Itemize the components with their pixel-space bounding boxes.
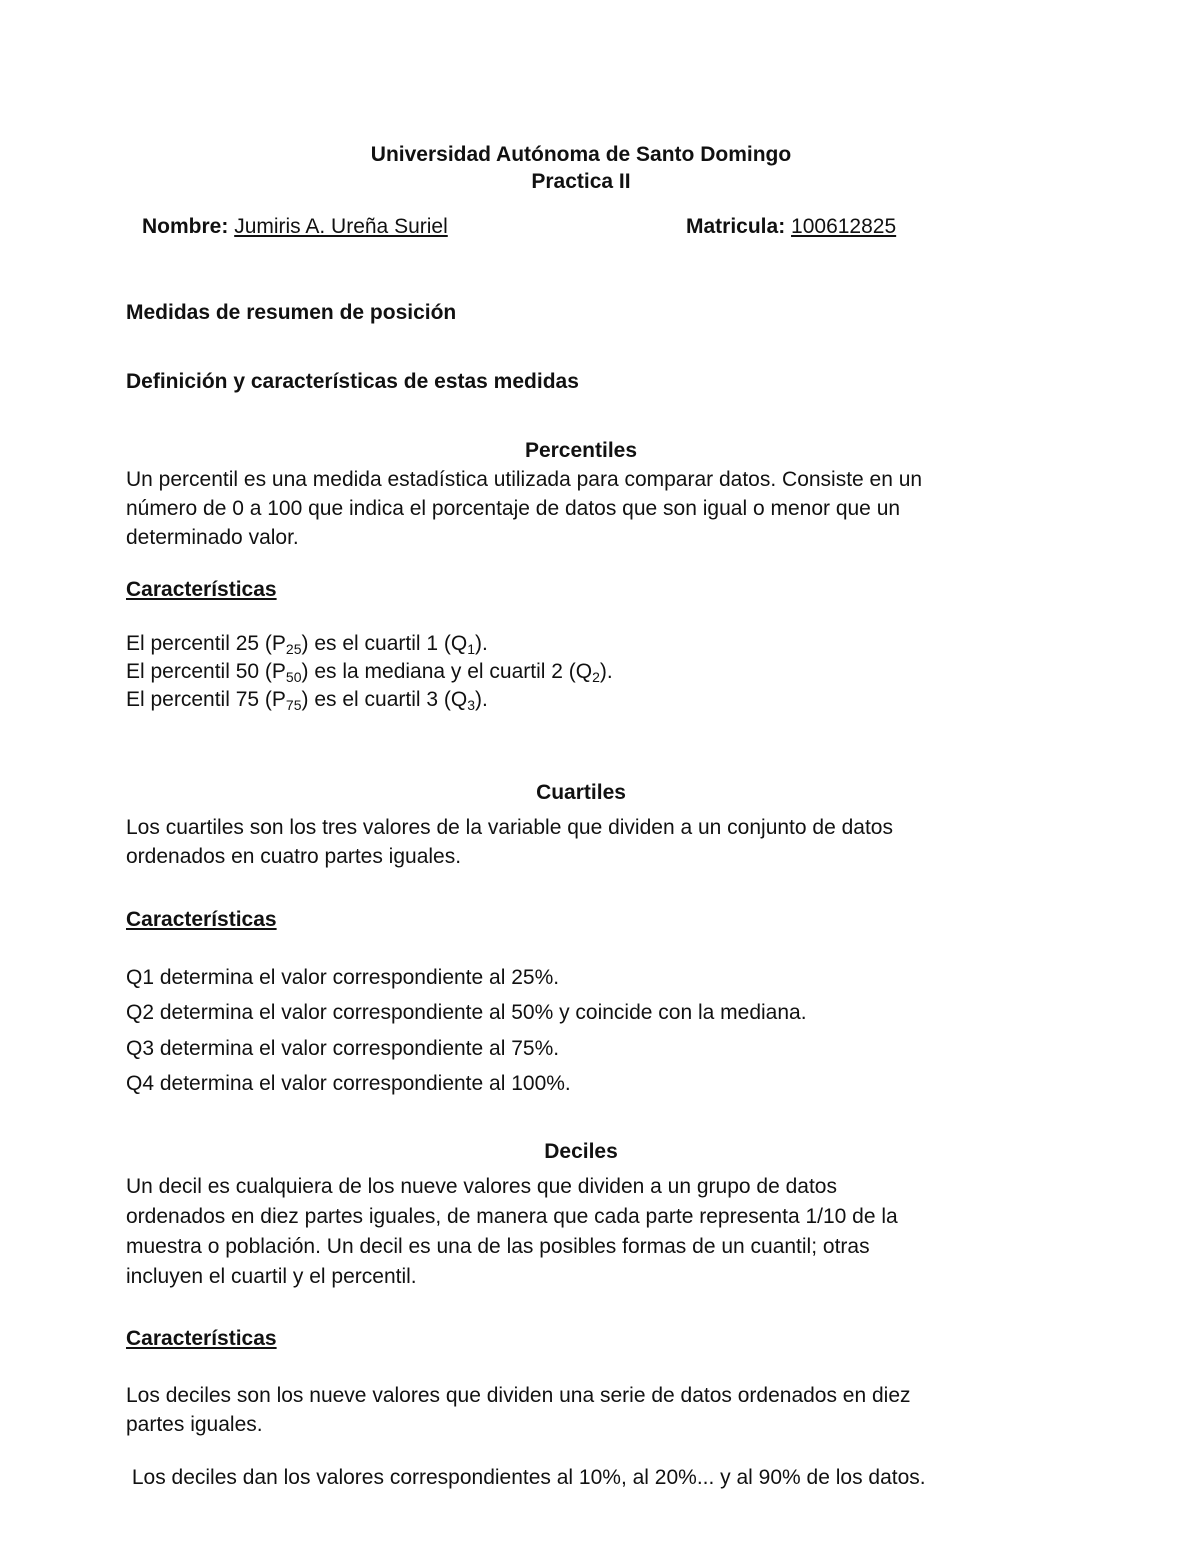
cuartil-item: Q3 determina el valor correspondiente al 75%.	[126, 1037, 560, 1060]
deciles-title: Deciles	[544, 1140, 618, 1163]
percentile-item-text: ) es la mediana y el cuartil 2 (Q	[301, 660, 593, 683]
cuartiles-definition-line: ordenados en cuatro partes iguales.	[126, 845, 462, 868]
percentiles-definition-line: determinado valor.	[126, 526, 299, 549]
percentile-subscript: 25	[285, 641, 302, 657]
name-value: Jumiris A. Ureña Suriel	[234, 215, 448, 238]
percentile-item-text: ).	[599, 660, 613, 683]
quartile-subscript: 2	[592, 669, 600, 685]
percentile-item	[126, 657, 1046, 686]
deciles-characteristic-line: partes iguales.	[126, 1413, 263, 1436]
practice-title: Practica II	[531, 170, 631, 193]
deciles-definition-line: ordenados en diez partes iguales, de manera que cada parte representa 1/10 de la	[126, 1205, 898, 1228]
main-section-title: Medidas de resumen de posición	[126, 301, 457, 324]
percentile-subscript: 75	[285, 697, 302, 713]
percentile-subscript: 50	[285, 669, 302, 685]
deciles-definition-line: incluyen el cuartil y el percentil.	[126, 1265, 417, 1288]
quartile-subscript: 1	[467, 641, 476, 657]
cuartil-item: Q4 determina el valor correspondiente al 100%.	[126, 1072, 571, 1095]
percentile-item	[126, 629, 1046, 658]
percentile-item-text: ).	[475, 688, 488, 711]
matricula-value: 100612825	[791, 215, 897, 238]
deciles-characteristic-line: Los deciles son los nueve valores que dividen una serie de datos ordenados en diez	[126, 1384, 911, 1407]
deciles-definition-line: Un decil es cualquiera de los nueve valores que dividen a un grupo de datos	[126, 1175, 837, 1198]
section-subtitle: Definición y características de estas medidas	[126, 370, 579, 393]
percentile-item-text: ) es el cuartil 3 (Q	[301, 688, 468, 711]
percentile-item-text: El percentil 25 (P	[126, 632, 286, 655]
quartile-subscript: 3	[467, 697, 476, 713]
percentile-item-text: El percentil 50 (P	[126, 660, 286, 683]
university-title: Universidad Autónoma de Santo Domingo	[370, 143, 792, 166]
deciles-characteristics-heading: Características	[126, 1327, 277, 1350]
name-label: Nombre:	[142, 215, 229, 238]
deciles-definition-line: muestra o población. Un decil es una de las posibles formas de un cuantil; otras	[126, 1235, 870, 1258]
percentile-item	[126, 685, 1046, 714]
percentile-item-text: El percentil 75 (P	[126, 688, 286, 711]
deciles-last-line: Los deciles dan los valores correspondientes al 10%, al 20%... y al 90% de los datos.	[126, 1466, 926, 1489]
cuartil-item: Q1 determina el valor correspondiente al 25%.	[126, 966, 560, 989]
percentile-item-text: ) es el cuartil 1 (Q	[301, 632, 468, 655]
percentiles-title: Percentiles	[524, 439, 638, 462]
cuartiles-title: Cuartiles	[536, 781, 626, 804]
percentiles-definition-line: Un percentil es una medida estadística utilizada para comparar datos. Consiste en un	[126, 468, 923, 491]
cuartiles-characteristics-heading: Características	[126, 908, 277, 931]
cuartil-item: Q2 determina el valor correspondiente al 50% y coincide con la mediana.	[126, 1001, 807, 1024]
percentile-item-text: ).	[475, 632, 488, 655]
percentiles-definition-line: número de 0 a 100 que indica el porcentaje de datos que son igual o menor que un	[126, 497, 901, 520]
matricula-line	[686, 212, 1086, 241]
matricula-label: Matricula:	[686, 215, 786, 238]
percentiles-characteristics-heading: Características	[126, 578, 277, 601]
cuartiles-definition-line: Los cuartiles son los tres valores de la variable que dividen a un conjunto de datos	[126, 816, 893, 839]
